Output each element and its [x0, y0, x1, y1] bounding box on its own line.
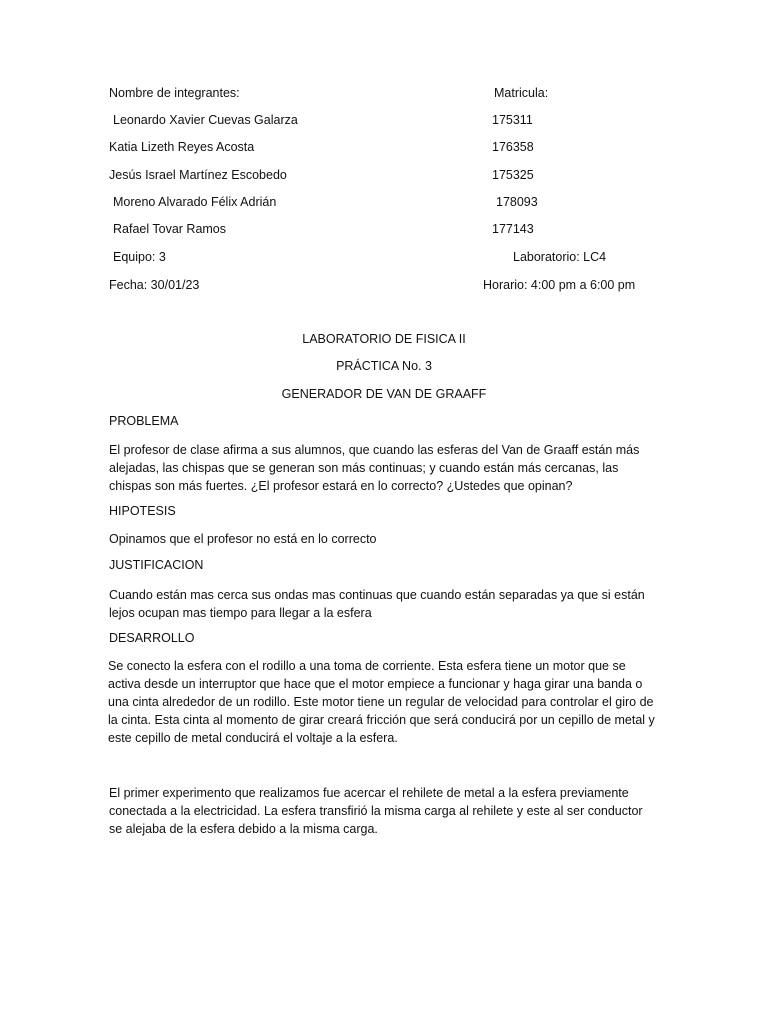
desarrollo-text: Se conecto la esfera con el rodillo a una toma de corriente. Esta esfera tiene un motor que se activa desde un interruptor que hace que el motor empiece a funcionar y haga girar una banda o una cinta alrededor de un rodillo. Este motor tiene un regular de velocidad para controlar el giro de la cinta. Esta cinta al momento de girar creará fricción que será conducirá por un cepillo de metal y este cepillo de metal conducirá el voltaje a la esfera.	[108, 659, 655, 745]
laboratorio-label: Laboratorio: LC4	[513, 250, 607, 264]
lab-title: LABORATORIO DE FISICA II	[302, 332, 466, 346]
justificacion-heading: JUSTIFICACION	[109, 558, 204, 572]
member-name: Leonardo Xavier Cuevas Galarza	[113, 113, 298, 127]
member-id: 178093	[496, 195, 538, 209]
member-name: Rafael Tovar Ramos	[113, 222, 227, 236]
members-name-label: Nombre de integrantes:	[109, 86, 240, 100]
generador-title: GENERADOR DE VAN DE GRAAFF	[281, 387, 487, 401]
fecha-label: Fecha: 30/01/23	[109, 278, 200, 292]
member-name: Jesús Israel Martínez Escobedo	[109, 168, 287, 182]
member-name: Katia Lizeth Reyes Acosta	[109, 140, 255, 154]
member-id: 175311	[492, 113, 533, 127]
member-id: 176358	[492, 140, 534, 154]
equipo-label: Equipo: 3	[113, 250, 166, 264]
justificacion-text: Cuando están mas cerca sus ondas mas continuas que cuando están separadas ya que si están lejos ocupan mas tiempo para llegar a la esfera	[109, 588, 645, 620]
desarrollo-heading: DESARROLLO	[109, 631, 195, 645]
experimento-text: El primer experimento que realizamos fue acercar el rehilete de metal a la esfera previamente conectada a la electricidad. La esfera transfirió la misma carga al rehilete y este al ser conductor se alejaba de la esfera debido a la misma carga.	[109, 786, 643, 836]
hipotesis-text: Opinamos que el profesor no está en lo correcto	[109, 532, 377, 546]
problema-heading: PROBLEMA	[109, 414, 179, 428]
members-id-label: Matricula:	[494, 86, 549, 100]
hipotesis-heading: HIPOTESIS	[109, 504, 176, 518]
horario-label: Horario: 4:00 pm a 6:00 pm	[483, 278, 636, 292]
member-id: 177143	[492, 222, 534, 236]
practica-title: PRÁCTICA No. 3	[336, 359, 432, 373]
member-name: Moreno Alvarado Félix Adrián	[113, 195, 277, 209]
problema-text: El profesor de clase afirma a sus alumnos, que cuando las esferas del Van de Graaff están más alejadas, las chispas que se generan son más continuas; y cuando están más cercanas, las chispas son más fuertes. ¿El profesor estará en lo correcto? ¿Ustedes que opinan?	[109, 443, 640, 493]
member-id: 175325	[492, 168, 534, 182]
